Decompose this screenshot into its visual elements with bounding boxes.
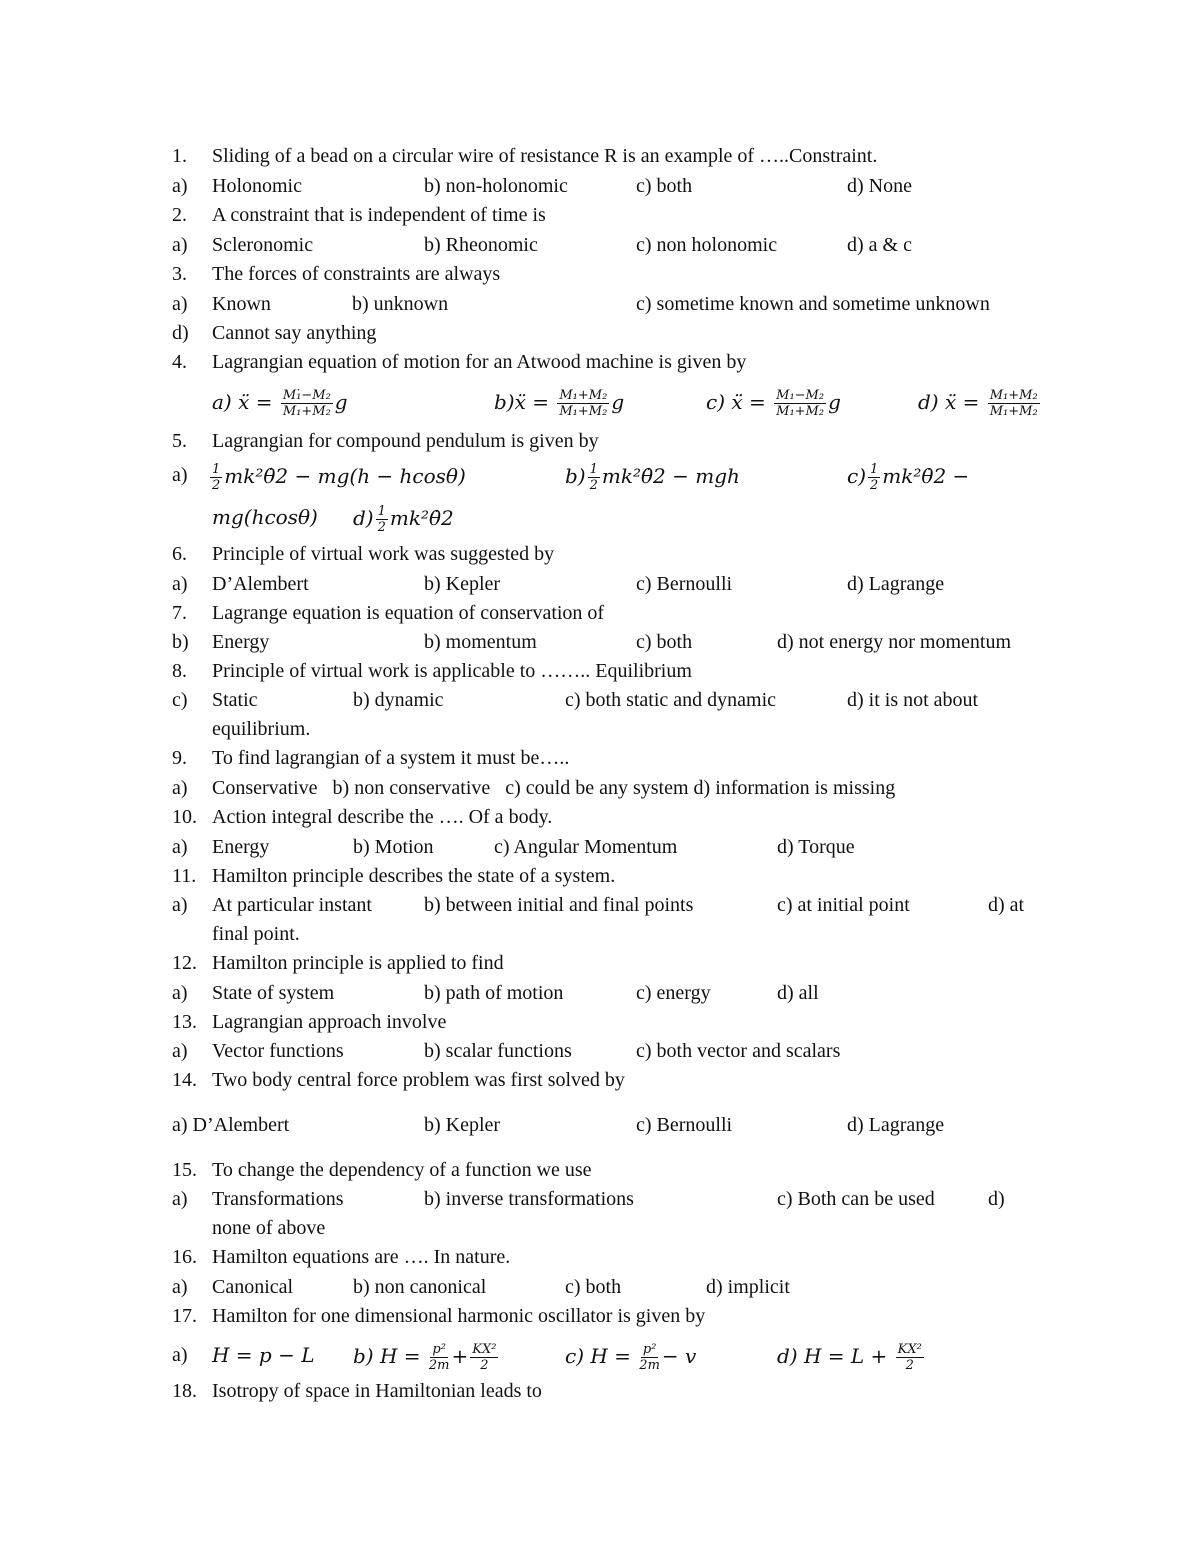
q18-number: 18. (172, 1380, 197, 1402)
q13-number: 13. (172, 1011, 197, 1033)
q5-c-cont: mg(hcosθ) (212, 505, 318, 529)
q3-opt-d: Cannot say anything (212, 322, 377, 344)
q14-opt-d: d) Lagrange (847, 1114, 945, 1136)
q15-number: 15. (172, 1159, 197, 1181)
q17-opt-c (565, 1343, 696, 1372)
q9-number: 9. (172, 747, 187, 769)
q4-d-lhs: ẍ = (944, 390, 980, 414)
q11-text: Hamilton principle describes the state of a system. (212, 865, 616, 887)
q8-opt-a: Static (212, 689, 258, 711)
q5-text: Lagrangian for compound pendulum is given by (212, 430, 599, 452)
q2-text: A constraint that is independent of time is (212, 204, 546, 226)
q8-text: Principle of virtual work is applicable to …….. Equilibrium (212, 660, 692, 682)
q14-opt-b: b) Kepler (424, 1114, 501, 1136)
q12-opt-c: c) energy (636, 982, 711, 1004)
q5-number: 5. (172, 430, 187, 452)
q16-number: 16. (172, 1246, 197, 1268)
q1-opt-a-label: a) (172, 175, 188, 197)
q17-c-frac-den: 2m (639, 1358, 660, 1373)
q4-b-lhs: ẍ = (514, 390, 550, 414)
q5-c-label: c) (847, 464, 867, 488)
q6-opt-b: b) Kepler (424, 573, 501, 595)
q7-opt-a-label: b) (172, 631, 189, 653)
q4-b-num: M₁+M₂ (559, 388, 608, 403)
q10-opt-d: d) Torque (777, 836, 855, 858)
q1-opt-d: d) None (847, 175, 912, 197)
q4-c-den: M₁+M₂ (776, 404, 825, 419)
q17-d-frac-den: 2 (905, 1358, 914, 1373)
q15-text: To change the dependency of a function we use (212, 1159, 592, 1181)
q3-opt-b: b) unknown (352, 293, 449, 315)
q17-b-frac2 (470, 1343, 498, 1372)
q13-opt-a-label: a) (172, 1040, 188, 1062)
q7-opt-c: c) both (636, 631, 693, 653)
q5-d-label: d) (353, 506, 374, 530)
q4-a-g: g (334, 390, 348, 414)
q9-options: Conservative b) non conservative c) could be any system d) information is missing (212, 777, 896, 799)
q5-b-half-den: 2 (589, 478, 598, 493)
q17-c-rest: − v (661, 1344, 697, 1368)
q13-opt-a: Vector functions (212, 1040, 344, 1062)
q11-opt-d: d) at (988, 894, 1025, 916)
q8-number: 8. (172, 660, 187, 682)
q13-opt-c: c) both vector and scalars (636, 1040, 841, 1062)
q16-opt-c: c) both (565, 1276, 622, 1298)
q12-text: Hamilton principle is applied to find (212, 952, 504, 974)
q4-b-label: b) (494, 390, 515, 414)
q17-d-label: d) (777, 1344, 798, 1368)
q6-opt-a-label: a) (172, 573, 188, 595)
q16-opt-d: d) implicit (706, 1276, 790, 1298)
q15-opt-a-label: a) (172, 1188, 188, 1210)
q5-opt-c (847, 463, 969, 492)
q4-b-fraction (557, 389, 609, 418)
q4-a-label: a) (212, 390, 232, 414)
q7-text: Lagrange equation is equation of conservation of (212, 602, 605, 624)
q2-opt-c: c) non holonomic (636, 234, 778, 256)
q12-opt-a: State of system (212, 982, 335, 1004)
q5-b-label: b) (565, 464, 586, 488)
q5-c-half (868, 463, 880, 492)
q2-opt-b: b) Rheonomic (424, 234, 538, 256)
q7-opt-d: d) not energy nor momentum (777, 631, 1012, 653)
q15-opt-d-cont: none of above (212, 1217, 326, 1239)
q10-opt-a: Energy (212, 836, 270, 858)
q4-a-num: M₁̇−M₂ (282, 388, 331, 403)
q4-a-fraction (281, 389, 333, 418)
q17-b-label: b) (353, 1344, 374, 1368)
q3-opt-c: c) sometime known and sometime unknown (636, 293, 990, 315)
q5-a-half-num: 1 (212, 462, 221, 477)
q4-d-label: d) (918, 390, 939, 414)
q17-b-lhs: H = (379, 1344, 421, 1368)
q17-d-expr: H = L + (803, 1344, 888, 1368)
q4-c-fraction (774, 389, 826, 418)
q2-number: 2. (172, 204, 187, 226)
q5-b-expr: mk²θ̇2 − mgh (601, 464, 740, 488)
q14-number: 14. (172, 1069, 197, 1091)
q16-opt-a: Canonical (212, 1276, 294, 1298)
q4-c-num: M₁−M₂ (776, 388, 825, 403)
q4-d-num: M₁+M₂ (989, 388, 1038, 403)
q12-opt-d: d) all (777, 982, 819, 1004)
q10-opt-a-label: a) (172, 836, 188, 858)
q16-opt-a-label: a) (172, 1276, 188, 1298)
q17-d-frac (896, 1343, 924, 1372)
q7-opt-b: b) momentum (424, 631, 537, 653)
q5-d-half (376, 505, 388, 534)
q17-c-lhs: H = (590, 1344, 631, 1368)
q8-opt-d: d) it is not about (847, 689, 979, 711)
q2-opt-a-label: a) (172, 234, 188, 256)
q11-opt-a: At particular instant (212, 894, 372, 916)
q17-b-frac1-den: 2m (428, 1358, 450, 1373)
q17-b-frac1 (429, 1343, 450, 1372)
q10-text: Action integral describe the …. Of a body. (212, 806, 553, 828)
q14-opt-a: a) D’Alembert (172, 1114, 290, 1136)
q11-opt-a-label: a) (172, 894, 188, 916)
q3-text: The forces of constraints are always (212, 263, 501, 285)
q8-opt-c: c) both static and dynamic (565, 689, 777, 711)
q3-opt-a: Known (212, 293, 271, 315)
q4-text: Lagrangian equation of motion for an Atwood machine is given by (212, 351, 747, 373)
q4-b-g: g (611, 390, 625, 414)
q12-opt-b: b) path of motion (424, 982, 564, 1004)
q1-number: 1. (172, 145, 187, 167)
q9-text: To find lagrangian of a system it must be….. (212, 747, 570, 769)
q17-b-frac2-num: KX² (472, 1342, 497, 1357)
q17-c-label: c) (565, 1344, 585, 1368)
q8-opt-d-cont: equilibrium. (212, 718, 311, 740)
q5-opt-a (208, 463, 466, 492)
q6-opt-c: c) Bernoulli (636, 573, 733, 595)
q5-c-half-den: 2 (870, 478, 879, 493)
q17-opt-d (777, 1343, 926, 1372)
q4-c-g: g (828, 390, 841, 414)
q4-number: 4. (172, 351, 187, 373)
q17-c-frac (639, 1343, 660, 1372)
q17-number: 17. (172, 1305, 197, 1327)
q15-opt-a: Transformations (212, 1188, 344, 1210)
q5-opt-b (565, 463, 740, 492)
q11-opt-b: b) between initial and final points (424, 894, 694, 916)
q17-b-plus: + (451, 1344, 469, 1368)
q8-opt-a-label: c) (172, 689, 188, 711)
q15-opt-d: d) (988, 1188, 1005, 1210)
q17-opt-b (353, 1343, 500, 1372)
q9-opt-a-label: a) (172, 777, 188, 799)
q6-text: Principle of virtual work was suggested by (212, 543, 555, 565)
q4-c-label: c) (706, 390, 726, 414)
q5-opt-d (353, 505, 454, 534)
q15-opt-b: b) inverse transformations (424, 1188, 634, 1210)
q5-c-expr: mk²θ̇2 − (882, 464, 970, 488)
q10-number: 10. (172, 806, 197, 828)
q4-a-lhs: ẍ = (238, 390, 273, 414)
q6-opt-d: d) Lagrange (847, 573, 945, 595)
q17-opt-a: H = p − L (212, 1343, 315, 1367)
q4-c-lhs: ẍ = (731, 390, 766, 414)
q8-opt-b: b) dynamic (353, 689, 444, 711)
q4-b-den: M₁+M₂ (559, 404, 608, 419)
q5-a-half (210, 463, 222, 492)
q5-d-half-num: 1 (377, 504, 386, 519)
q3-opt-d-label: d) (172, 322, 189, 344)
q12-number: 12. (172, 952, 197, 974)
q17-b-frac1-num: p² (432, 1342, 446, 1357)
q7-opt-a: Energy (212, 631, 270, 653)
q16-opt-b: b) non canonical (353, 1276, 487, 1298)
q6-opt-a: D’Alembert (212, 573, 309, 595)
q12-opt-a-label: a) (172, 982, 188, 1004)
q4-opt-a (212, 389, 348, 418)
q11-number: 11. (172, 865, 197, 887)
q15-opt-c: c) Both can be used (777, 1188, 935, 1210)
q1-opt-a: Holonomic (212, 175, 302, 197)
q4-opt-d (918, 389, 1042, 418)
q14-opt-c: c) Bernoulli (636, 1114, 733, 1136)
q13-text: Lagrangian approach involve (212, 1011, 447, 1033)
q10-opt-b: b) Motion (353, 836, 434, 858)
q5-d-expr: mk²θ̇2 (389, 506, 454, 530)
q14-text: Two body central force problem was first solved by (212, 1069, 625, 1091)
q17-d-frac-num: KX² (897, 1342, 922, 1357)
q5-b-half (588, 463, 600, 492)
q3-opt-a-label: a) (172, 293, 188, 315)
q5-opt-a-label: a) (172, 464, 188, 486)
q17-b-frac2-den: 2 (480, 1358, 489, 1373)
q5-a-expr: mk²θ̇2 − mg(h − hcosθ) (224, 464, 466, 488)
q17-text: Hamilton for one dimensional harmonic oscillator is given by (212, 1305, 706, 1327)
q18-text: Isotropy of space in Hamiltonian leads to (212, 1380, 542, 1402)
q2-opt-a: Scleronomic (212, 234, 314, 256)
q4-opt-c (706, 389, 841, 418)
q11-opt-d-cont: final point. (212, 923, 300, 945)
q3-number: 3. (172, 263, 187, 285)
q5-b-half-num: 1 (589, 462, 598, 477)
q1-text: Sliding of a bead on a circular wire of resistance R is an example of …..Constraint. (212, 145, 878, 167)
q4-a-den: M₁+M₂ (282, 404, 331, 419)
q4-opt-b (494, 389, 624, 418)
q1-opt-b: b) non-holonomic (424, 175, 568, 197)
q11-opt-c: c) at initial point (777, 894, 910, 916)
q17-opt-a-label: a) (172, 1344, 188, 1366)
q7-number: 7. (172, 602, 187, 624)
q13-opt-b: b) scalar functions (424, 1040, 572, 1062)
q1-opt-c: c) both (636, 175, 693, 197)
q5-a-half-den: 2 (212, 478, 221, 493)
q5-d-half-den: 2 (377, 520, 386, 535)
q4-d-den: M₁+M₂ (989, 404, 1038, 419)
q5-opt-c-cont (212, 505, 318, 529)
q6-number: 6. (172, 543, 187, 565)
q16-text: Hamilton equations are …. In nature. (212, 1246, 511, 1268)
q17-c-frac-num: p² (642, 1342, 657, 1357)
q5-c-half-num: 1 (870, 462, 879, 477)
q4-d-fraction (988, 389, 1040, 418)
q10-opt-c: c) Angular Momentum (494, 836, 678, 858)
q2-opt-d: d) a & c (847, 234, 912, 256)
